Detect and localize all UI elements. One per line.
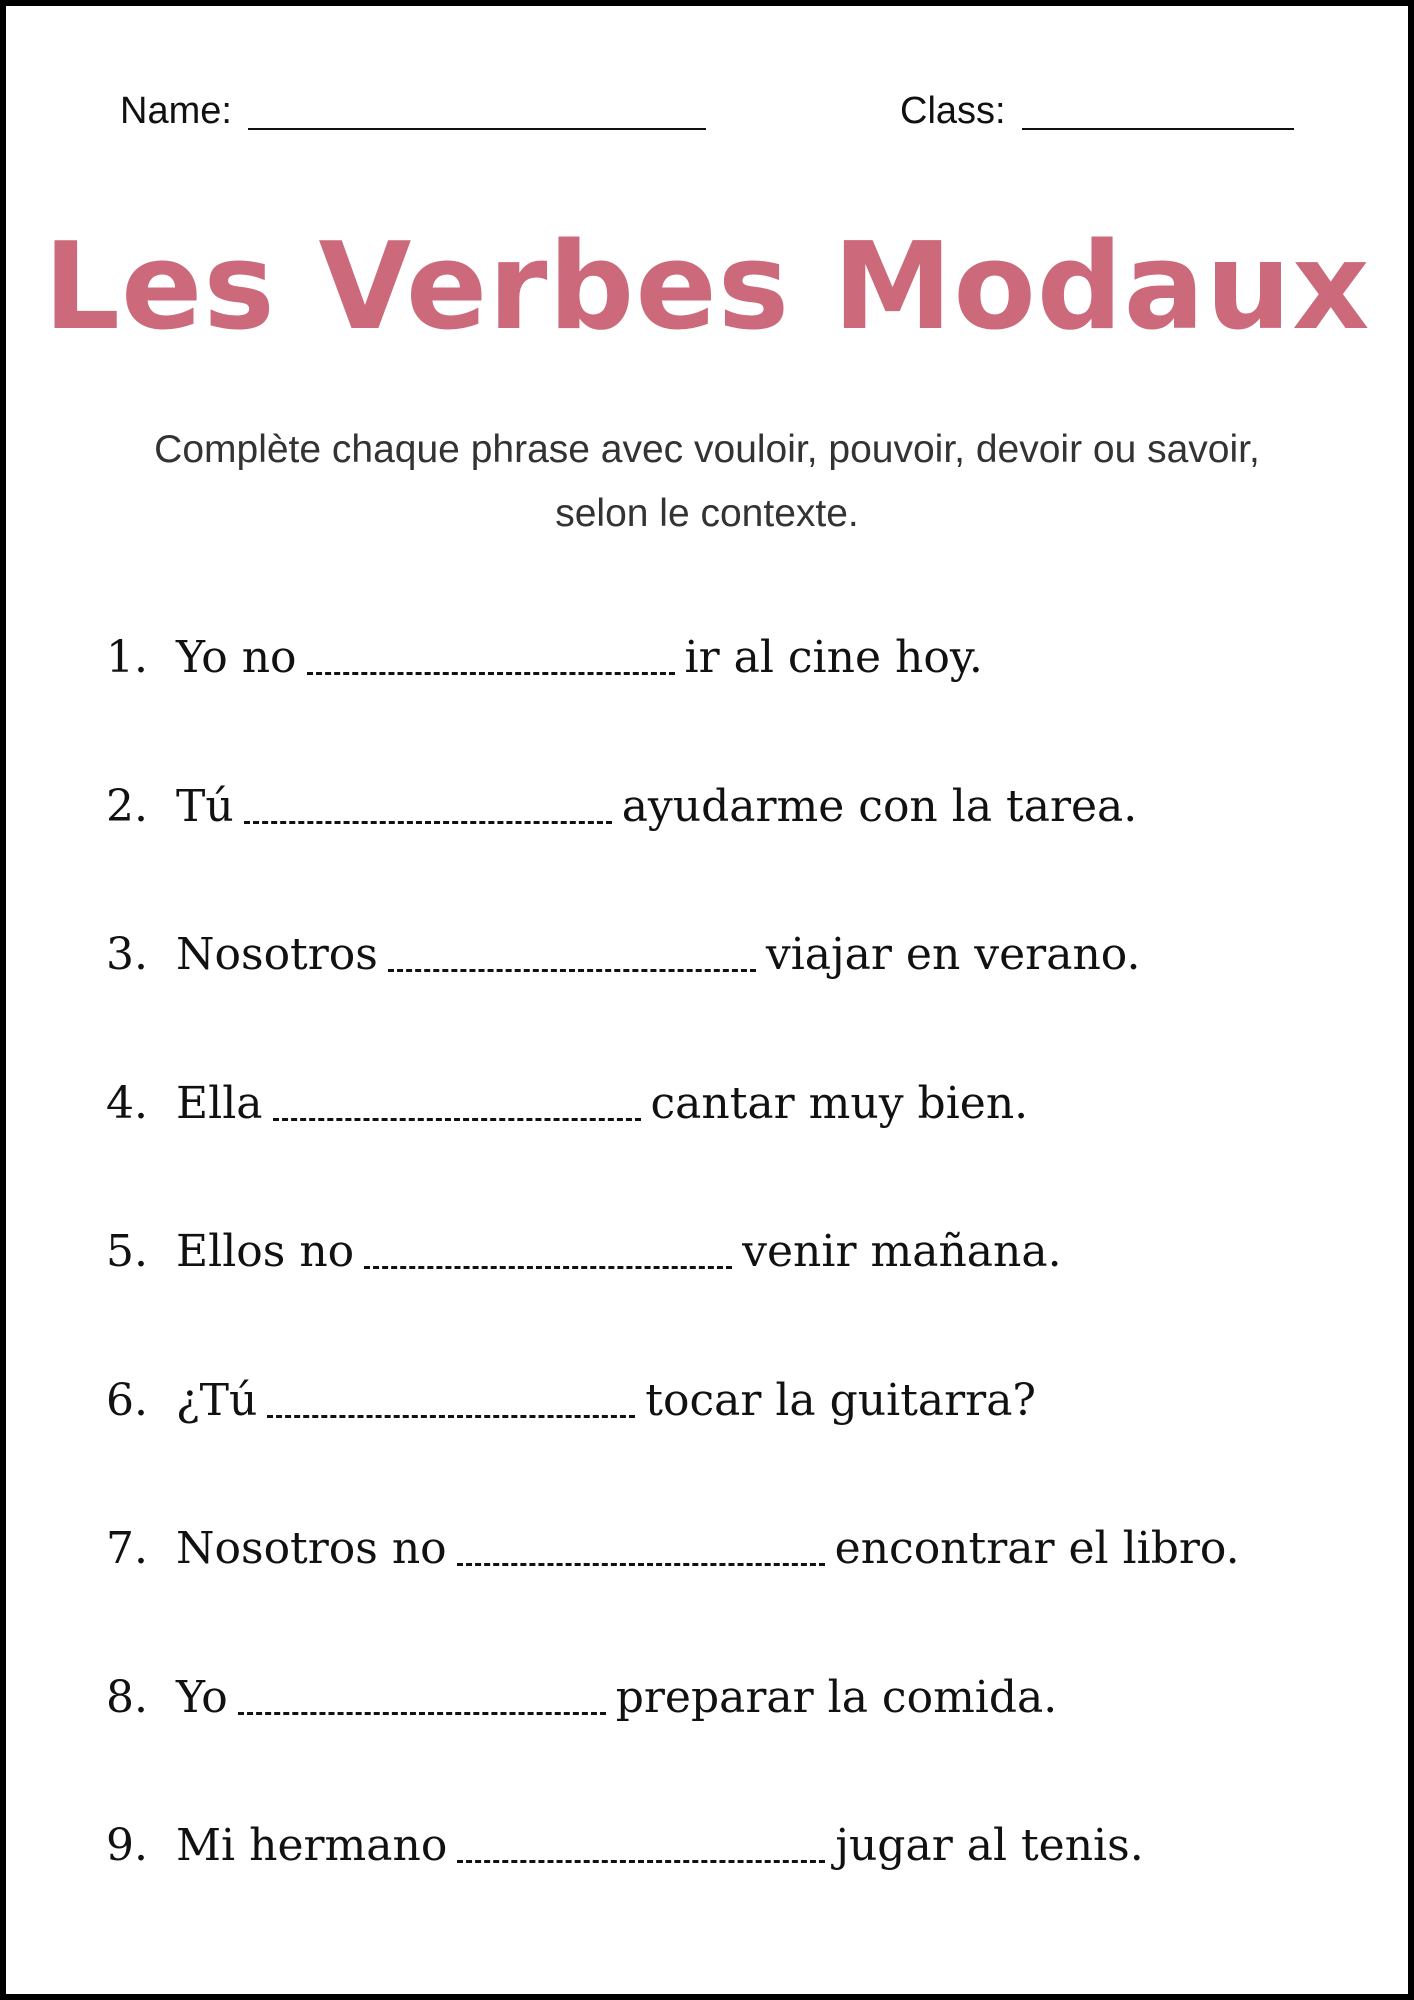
exercise-number: 4.: [106, 1077, 148, 1129]
worksheet-title: Les Verbes Modaux: [43, 218, 1371, 357]
exercise-before-text: Ellos no: [176, 1226, 355, 1277]
exercise-before-text: ¿Tú: [176, 1374, 258, 1426]
exercise-item: [106, 1519, 1306, 1668]
exercise-before-text: Ella: [176, 1077, 263, 1129]
exercise-item: [106, 628, 1306, 777]
exercise-item: [106, 925, 1306, 1074]
exercise-after-text: tocar la guitarra?: [645, 1374, 1037, 1426]
exercise-after-text: preparar la comida.: [615, 1671, 1058, 1723]
exercise-after-text: viajar en verano.: [765, 929, 1141, 980]
exercise-number: 5.: [106, 1226, 148, 1277]
exercise-before-text: Nosotros no: [176, 1523, 447, 1574]
name-input-line[interactable]: [248, 86, 706, 130]
exercise-number: 9.: [106, 1820, 148, 1871]
exercise-before-text: Yo no: [176, 632, 297, 683]
exercise-item: [106, 1222, 1306, 1371]
exercise-number: 2.: [106, 780, 148, 832]
name-label: Name:: [120, 90, 232, 132]
answer-blank[interactable]: [273, 1074, 641, 1121]
exercise-after-text: encontrar el libro.: [834, 1523, 1240, 1574]
answer-blank[interactable]: [364, 1222, 732, 1269]
class-input-line[interactable]: [1022, 86, 1294, 130]
exercise-item: [106, 1816, 1306, 1965]
exercise-after-text: cantar muy bien.: [650, 1077, 1029, 1129]
exercise-item: [106, 1668, 1306, 1817]
exercise-list: [106, 628, 1306, 1965]
exercise-after-text: jugar al tenis.: [835, 1820, 1144, 1871]
exercise-before-text: Yo: [176, 1671, 228, 1723]
answer-blank[interactable]: [267, 1371, 635, 1418]
answer-blank[interactable]: [244, 777, 612, 824]
class-field: [900, 86, 1294, 130]
exercise-after-text: venir mañana.: [742, 1226, 1062, 1277]
exercise-number: 7.: [106, 1523, 148, 1574]
exercise-number: 3.: [106, 929, 148, 980]
exercise-item: [106, 777, 1306, 926]
exercise-after-text: ir al cine hoy.: [684, 632, 983, 683]
exercise-before-text: Nosotros: [176, 929, 378, 980]
name-field: [120, 86, 706, 130]
instructions: Complète chaque phrase avec vouloir, pouvoir, devoir ou savoir, selon le contexte.: [154, 428, 1260, 535]
class-label: Class:: [900, 90, 1006, 132]
exercise-number: 8.: [106, 1671, 148, 1723]
answer-blank[interactable]: [457, 1519, 825, 1566]
exercise-number: 1.: [106, 632, 148, 683]
answer-blank[interactable]: [388, 925, 756, 972]
exercise-item: [106, 1371, 1306, 1520]
answer-blank[interactable]: [457, 1816, 825, 1863]
exercise-before-text: Tú: [176, 780, 234, 832]
exercise-number: 6.: [106, 1374, 148, 1426]
exercise-after-text: ayudarme con la tarea.: [621, 780, 1138, 832]
exercise-before-text: Mi hermano: [176, 1820, 448, 1871]
answer-blank[interactable]: [307, 628, 675, 675]
answer-blank[interactable]: [238, 1668, 606, 1715]
exercise-item: [106, 1074, 1306, 1223]
